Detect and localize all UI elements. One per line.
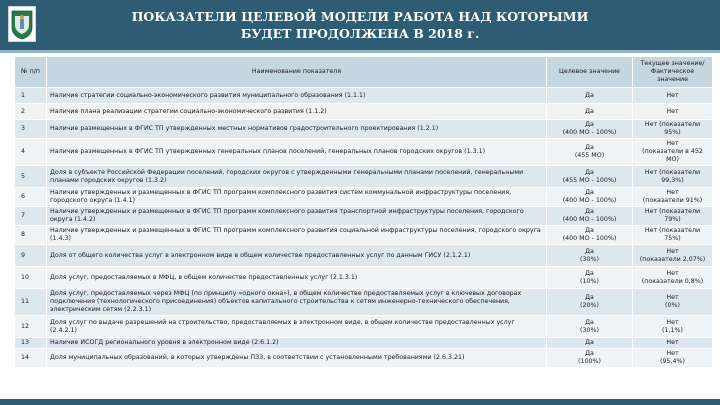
row-number-cell: 3 (15, 120, 47, 139)
table-row (15, 338, 713, 349)
table-row (15, 104, 713, 120)
target-value-cell: Да (30%) (547, 245, 633, 267)
column-header-target: Целевое значение (547, 57, 633, 88)
current-value-cell: Нет (показатели 2,07%) (633, 245, 713, 267)
target-value-cell: Да (547, 88, 633, 104)
current-value-cell: Нет (633, 338, 713, 349)
table-row (15, 139, 713, 166)
target-value-cell: Да (455 МО - 100%) (547, 166, 633, 188)
table-row (15, 88, 713, 104)
coat-of-arms-emblem-icon (8, 6, 36, 42)
current-value-cell: Нет (633, 88, 713, 104)
row-number-cell: 1 (15, 88, 47, 104)
indicator-name-cell: Доля муниципальных образований, в которых утверждены ПЗЗ, в соответствии с установленными требованиями (2.6.3.21) (47, 349, 547, 368)
header-divider (0, 50, 720, 53)
column-header-num: № п/п (15, 57, 47, 88)
target-value-cell: Да (10%) (547, 267, 633, 289)
row-number-cell: 5 (15, 166, 47, 188)
table-row (15, 349, 713, 368)
row-number-cell: 9 (15, 245, 47, 267)
table-row (15, 289, 713, 316)
current-value-cell: Нет (633, 104, 713, 120)
indicator-name-cell: Наличие размещенных в ФГИС ТП утвержденных генеральных планов поселений, генеральных планов городских округов (1.3.1) (47, 139, 547, 166)
table-row (15, 267, 713, 289)
row-number-cell: 13 (15, 338, 47, 349)
indicators-table (14, 56, 713, 368)
target-value-cell: Да (400 МО - 100%) (547, 207, 633, 226)
target-value-cell: Да (20%) (547, 289, 633, 316)
slide-header (0, 0, 720, 50)
current-value-cell: Нет (95,4%) (633, 349, 713, 368)
target-value-cell: Да (400 МО - 100%) (547, 226, 633, 245)
row-number-cell: 14 (15, 349, 47, 368)
current-value-cell: Нет (показатели 0,8%) (633, 267, 713, 289)
row-number-cell: 8 (15, 226, 47, 245)
target-value-cell: Да (30%) (547, 316, 633, 338)
current-value-cell: Нет (показатели 75%) (633, 226, 713, 245)
table-row (15, 226, 713, 245)
current-value-cell: Нет (показатели 99,3%) (633, 166, 713, 188)
row-number-cell: 11 (15, 289, 47, 316)
target-value-cell: Да (455 МО) (547, 139, 633, 166)
footer-bar (0, 399, 720, 405)
indicator-name-cell: Доля в субъекте Российской Федерации поселений, городских округов с утвержденными генеральными планами поселений, генеральными планами городских округов (1.3.2) (47, 166, 547, 188)
target-value-cell: Да (100%) (547, 349, 633, 368)
current-value-cell: Нет (показатели 91%) (633, 188, 713, 207)
row-number-cell: 2 (15, 104, 47, 120)
current-value-cell: Нет (0%) (633, 289, 713, 316)
table-row (15, 120, 713, 139)
indicator-name-cell: Наличие утвержденных и размещенных в ФГИС ТП программ комплексного развития систем коммунальной инфраструктуры поселения, городского округа (1.4.1) (47, 188, 547, 207)
current-value-cell: Нет (показатели 95%) (633, 120, 713, 139)
table-row (15, 166, 713, 188)
table-row (15, 207, 713, 226)
indicator-name-cell: Наличие утвержденных и размещенных в ФГИС ТП программ комплексного развития транспортной инфраструктуры поселения, городского округа (1.4.2) (47, 207, 547, 226)
column-header-current: Текущее значение/ Фактическое значение (633, 57, 713, 88)
table-row (15, 316, 713, 338)
table-row (15, 245, 713, 267)
row-number-cell: 12 (15, 316, 47, 338)
row-number-cell: 6 (15, 188, 47, 207)
indicator-name-cell: Доля услуг по выдаче разрешений на строительство, предоставляемых в электронном виде, в общем количестве предоставленных услуг (2.4.2.1) (47, 316, 547, 338)
target-value-cell: Да (547, 104, 633, 120)
row-number-cell: 7 (15, 207, 47, 226)
indicator-name-cell: Наличие ИСОГД регионального уровня в электронном виде (2.6.1.2) (47, 338, 547, 349)
target-value-cell: Да (547, 338, 633, 349)
page-title-line-2: БУДЕТ ПРОДОЛЖЕНА В 2018 г. (240, 26, 480, 41)
target-value-cell: Да (400 МО - 100%) (547, 120, 633, 139)
indicator-name-cell: Наличие утвержденных и размещенных в ФГИС ТП программ комплексного развития социальной инфраструктуры поселения, городского округа (1.4.3) (47, 226, 547, 245)
indicator-name-cell: Наличие размещенных в ФГИС ТП утвержденных местных нормативов градостроительного проектирования (1.2.1) (47, 120, 547, 139)
indicator-name-cell: Наличие стратегии социально-экономического развития муниципального образования (1.1.1) (47, 88, 547, 104)
indicator-name-cell: Доля от общего количества услуг в электронном виде в общем количестве предоставленных услуг по данным ГИСУ (2.1.2.1) (47, 245, 547, 267)
indicator-name-cell: Наличие плана реализации стратегии социально-экономического развития (1.1.2) (47, 104, 547, 120)
column-header-name: Наименование показателя (47, 57, 547, 88)
table-row (15, 188, 713, 207)
row-number-cell: 10 (15, 267, 47, 289)
indicator-name-cell: Доля услуг, предоставляемых через МФЦ (по принципу «одного окна»), в общем количестве предоставляемых услуг в ключевых договорах подключения (технологического присоединения) объектов капитального строительства к сетям инженерно-технического обеспечения, электрическим сетям (2.2.3.1) (47, 289, 547, 316)
page-title (60, 8, 660, 42)
target-value-cell: Да (400 МО - 100%) (547, 188, 633, 207)
current-value-cell: Нет (показатели 79%) (633, 207, 713, 226)
row-number-cell: 4 (15, 139, 47, 166)
indicator-name-cell: Доля услуг, предоставляемых в МФЦ, в общем количестве предоставленных услуг (2.1.3.1) (47, 267, 547, 289)
table-header-row (15, 57, 713, 88)
current-value-cell: Нет (1,1%) (633, 316, 713, 338)
current-value-cell: Нет (показатели в 452 МО) (633, 139, 713, 166)
page-title-line-1: ПОКАЗАТЕЛИ ЦЕЛЕВОЙ МОДЕЛИ РАБОТА НАД КОТОРЫМИ (131, 9, 589, 24)
